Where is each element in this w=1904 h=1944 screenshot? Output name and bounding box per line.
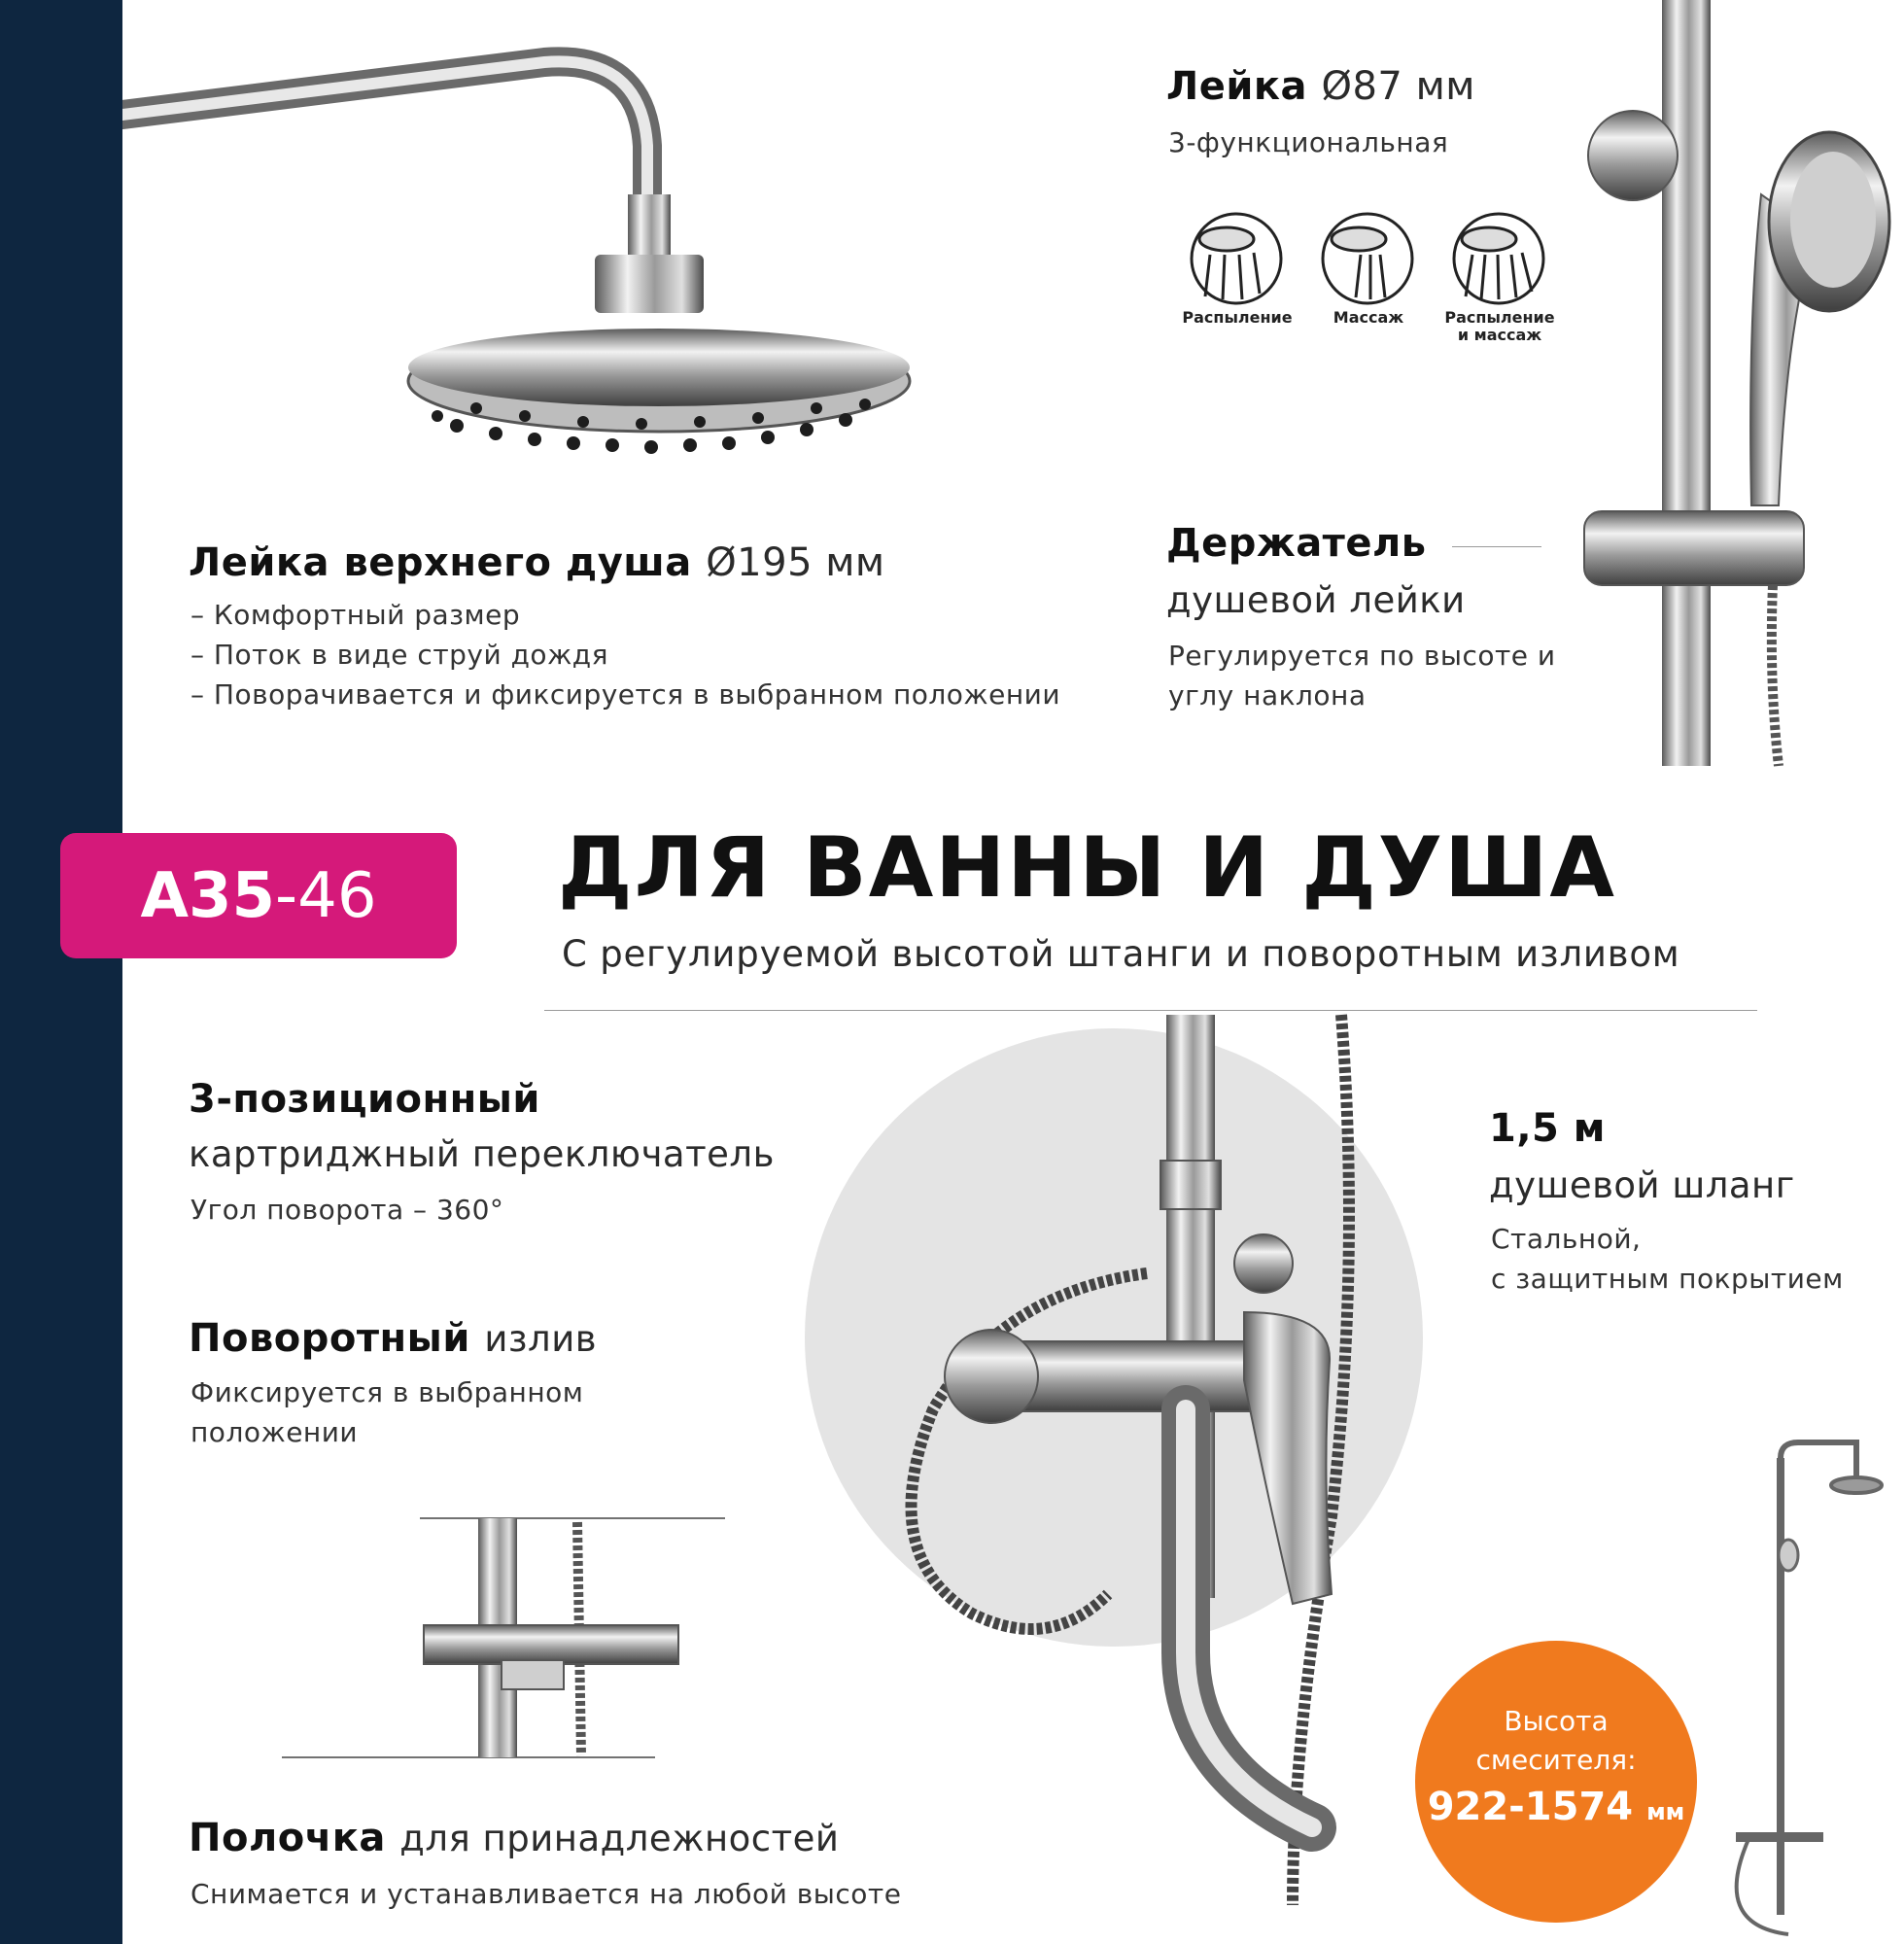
spout-description: Фиксируется в выбранном положении (190, 1376, 584, 1448)
full-system-image (1736, 1442, 1882, 1934)
hose-subtitle: душевой шланг (1489, 1164, 1795, 1206)
spout-title: Поворотный излив (189, 1316, 598, 1361)
mode-icons-drawing (1192, 214, 1543, 303)
holder-subtitle: душевой лейки (1166, 579, 1466, 621)
left-sidebar-band (0, 0, 122, 1944)
holder-description: Регулируется по высоте и углу наклона (1168, 640, 1556, 712)
hand-shower-subtitle: 3-функциональная (1168, 126, 1449, 158)
overhead-shower-title: Лейка верхнего душа Ø195 мм (189, 540, 885, 585)
hand-shower-title: Лейка Ø87 мм (1166, 64, 1475, 109)
height-label-2: смесителя: (1475, 1744, 1637, 1776)
mode-label-spray-massage: Распыление и массаж (1444, 308, 1555, 344)
height-badge (1415, 1641, 1697, 1923)
mode-label-massage: Массаж (1333, 308, 1404, 327)
switch-subtitle: картриджный переключатель (189, 1133, 775, 1175)
hand-shower-image (1584, 0, 1889, 766)
overhead-shower-features (190, 595, 1060, 714)
title-divider (544, 1010, 1757, 1011)
page-subtitle: С регулируемой высотой штанги и поворотным изливом (562, 933, 1680, 975)
hose-title: 1,5 м (1489, 1106, 1606, 1151)
switch-description: Угол поворота – 360° (190, 1194, 504, 1226)
holder-title: Держатель (1166, 521, 1427, 566)
height-label: Высота (1504, 1705, 1609, 1737)
model-badge: А35 -46 (60, 833, 457, 958)
shelf-title: Полочка для принадлежностей (189, 1816, 840, 1860)
feature-item: – Комфортный размер (190, 599, 521, 631)
shelf-description: Снимается и устанавливается на любой высоте (190, 1878, 902, 1910)
feature-item: – Поворачивается и фиксируется в выбранном положении (190, 678, 1061, 711)
height-value: 922-1574 мм (1427, 1785, 1685, 1829)
mode-label-spray: Распыление (1182, 308, 1293, 327)
hose-description: Стальной, с защитным покрытием (1491, 1223, 1844, 1295)
feature-item: – Поток в виде струй дождя (190, 639, 608, 671)
page-title: ДЛЯ ВАННЫ И ДУША (558, 819, 1616, 917)
holder-leader-line (1452, 546, 1541, 547)
overhead-shower-image (122, 61, 910, 454)
switch-title: 3-позиционный (189, 1077, 540, 1122)
shelf-image (282, 1518, 725, 1757)
